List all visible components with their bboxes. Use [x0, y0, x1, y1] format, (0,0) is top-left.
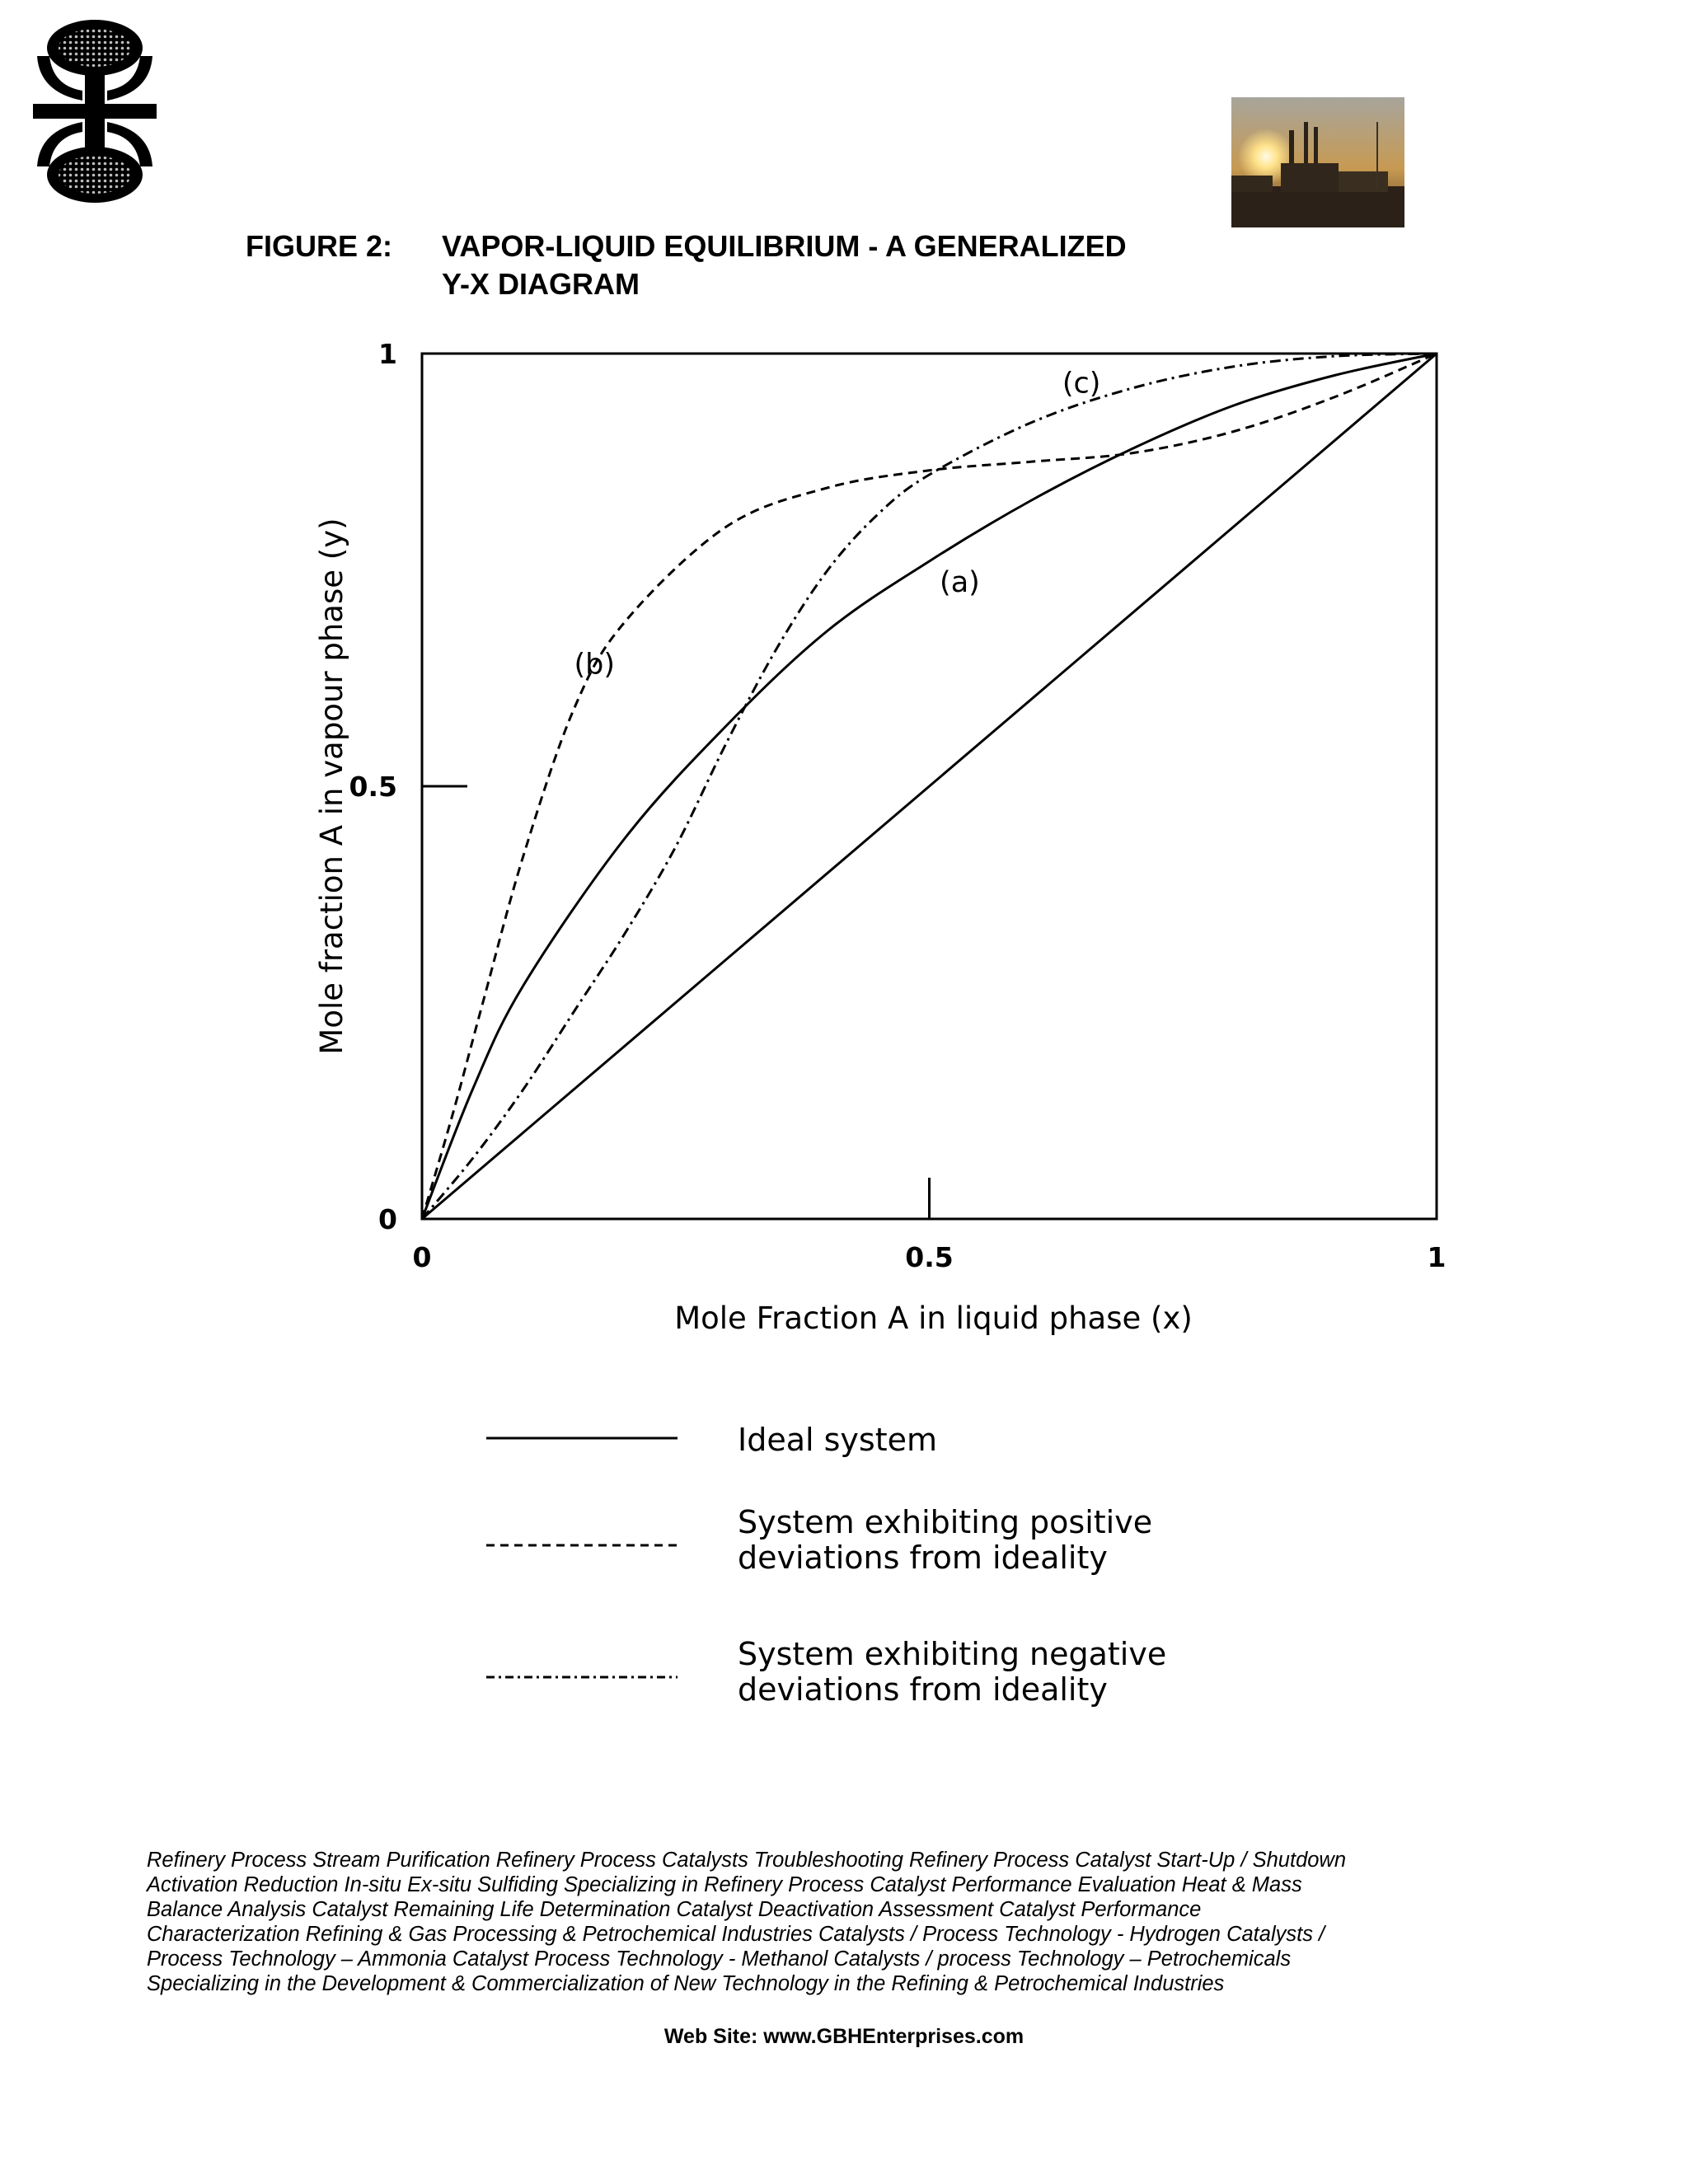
legend-label: System exhibiting positive [738, 1504, 1153, 1540]
gbh-logo-icon [33, 16, 157, 206]
footer-line: Specializing in the Development & Commercialization of New Technology in the Refining & Petrochemical Industries [147, 1972, 1225, 1995]
y-axis-label: Mole fraction A in vapour phase (y) [314, 518, 349, 1055]
website-link[interactable]: Web Site: www.GBHEnterprises.com [663, 2025, 1025, 2048]
x-tick-label: 0 [412, 1241, 432, 1273]
legend-label: deviations from ideality [738, 1540, 1108, 1576]
legend-label: deviations from ideality [738, 1671, 1108, 1708]
footer-line: Characterization Refining & Gas Processing & Petrochemical Industries Catalysts / Process Technology - Hydrogen Catalysts / [147, 1923, 1325, 1946]
figure-label: FIGURE 2: [246, 229, 393, 263]
legend-label: Ideal system [738, 1422, 938, 1458]
y-tick-label: 0.5 [349, 771, 397, 803]
footer-line: Refinery Process Stream Purification Refinery Process Catalysts Troubleshooting Refinery Process Catalyst Start-Up / Shutdown [147, 1849, 1347, 1872]
legend-label: System exhibiting negative [738, 1636, 1167, 1672]
curve-annotation: (b) [574, 648, 616, 682]
y-tick-label: 1 [378, 338, 397, 370]
figure-title-line-1: VAPOR-LIQUID EQUILIBRIUM - A GENERALIZED [442, 229, 1127, 263]
series-line-idealsystem [422, 354, 1437, 1219]
refinery-sunset-photo [1231, 97, 1404, 227]
yx-diagram-chart [247, 326, 1484, 1768]
footer-line: Process Technology – Ammonia Catalyst Process Technology - Methanol Catalysts / process Technology – Petrochemicals [147, 1947, 1292, 1971]
x-tick-label: 0.5 [905, 1241, 954, 1273]
x-axis-label: Mole Fraction A in liquid phase (x) [674, 1301, 1193, 1336]
curve-annotation: (c) [1062, 367, 1101, 401]
y-tick-label: 0 [378, 1203, 397, 1235]
footer-line: Balance Analysis Catalyst Remaining Life Determination Catalyst Deactivation Assessment Catalyst Performance [147, 1898, 1202, 1921]
x-tick-label: 1 [1427, 1241, 1447, 1273]
curve-annotation: (a) [940, 565, 980, 599]
footer-line: Activation Reduction In-situ Ex-situ Sulfiding Specializing in Refinery Process Catalyst Performance Evaluation Heat & Mass [147, 1873, 1302, 1896]
figure-title-line-2: Y-X DIAGRAM [442, 267, 640, 301]
